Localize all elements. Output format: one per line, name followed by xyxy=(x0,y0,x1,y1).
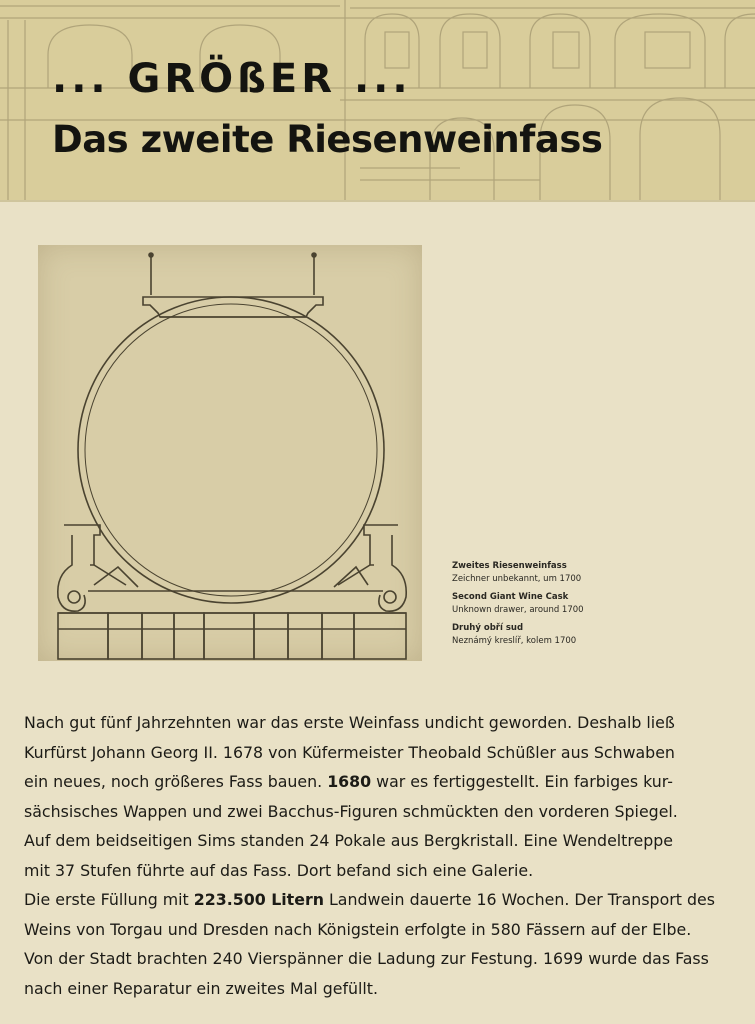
text-line: Von der Stadt brachten 240 Vierspänner die Ladung zur Festung. 1699 wurde das Fass xyxy=(24,949,709,968)
caption-german xyxy=(452,560,652,586)
caption-title: Second Giant Wine Cask xyxy=(452,592,569,602)
text-line: sächsisches Wappen und zwei Bacchus-Figuren schmückten den vorderen Spiegel. xyxy=(24,801,678,821)
body-text xyxy=(24,708,752,1003)
caption-english xyxy=(452,591,652,617)
banner-divider xyxy=(0,200,755,202)
cask-drawing xyxy=(38,245,422,661)
caption-title: Druhý obří sud xyxy=(452,623,524,633)
caption-subtitle: Unknown drawer, around 1700 xyxy=(452,605,584,615)
caption-subtitle: Neznámý kreslíř, kolem 1700 xyxy=(452,636,577,646)
text-line: mit 37 Stufen führte auf das Fass. Dort befand sich eine Galerie. xyxy=(24,860,534,880)
text-line: Kurfürst Johann Georg II. 1678 von Küfermeister Theobald Schüßler aus Schwaben xyxy=(24,742,675,762)
text-line: Auf dem beidseitigen Sims standen 24 Pokale aus Bergkristall. Eine Wendeltreppe xyxy=(24,831,674,850)
caption-subtitle: Zeichner unbekannt, um 1700 xyxy=(452,574,582,584)
text-line: Nach gut fünf Jahrzehnten war das erste Weinfass undicht geworden. Deshalb ließ xyxy=(24,713,675,732)
year-highlight: 1680 xyxy=(327,772,372,791)
cask-illustration xyxy=(38,245,422,661)
caption-title: Zweites Riesenweinfass xyxy=(452,561,567,571)
text-line: Weins von Torgau und Dresden nach Königstein erfolgte in 580 Fässern auf der Elbe. xyxy=(24,919,692,939)
text-line: nach einer Reparatur ein zweites Mal gefüllt. xyxy=(24,978,379,998)
header-banner xyxy=(0,0,755,200)
text-line: Die erste Füllung mit 223.500 Litern Landwein dauerte 16 Wochen. Der Transport des xyxy=(24,890,715,909)
image-caption xyxy=(452,560,652,653)
volume-highlight: 223.500 Litern xyxy=(193,890,324,909)
page-title: Das zweite Riesenweinfass xyxy=(52,118,603,161)
text-line: ein neues, noch größeres Fass bauen. 1680 war es fertiggestellt. Ein farbiges kur- xyxy=(24,772,673,791)
title-kicker: ... GRÖßER ... xyxy=(52,56,412,102)
caption-czech xyxy=(452,622,652,648)
